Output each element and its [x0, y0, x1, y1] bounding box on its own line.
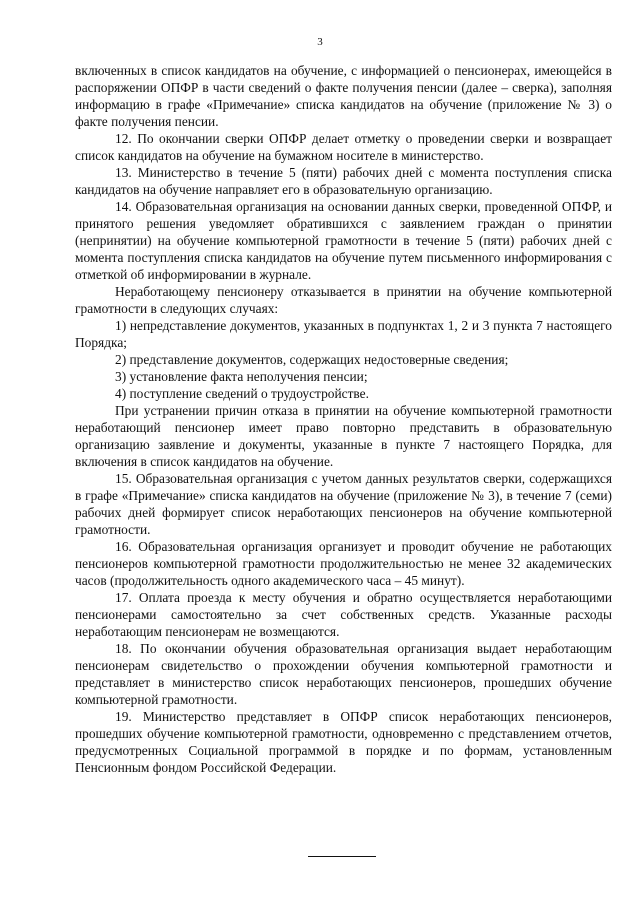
paragraph-item-13: 13. Министерство в течение 5 (пяти) рабочих дней с момента поступления списка кандидатов на обучение направляет его в образовательную организацию. [75, 165, 612, 197]
paragraph-item-15: 15. Образовательная организация с учетом данных результатов сверки, содержащихся в графе «Примечание» списка кандидатов на обучение (приложение № 3), в течение 7 (семи) рабочих дней формирует список неработающих пенсионеров на обучение компьютерной грамотности. [75, 471, 612, 537]
paragraph-item-19: 19. Министерство представляет в ОПФР список неработающих пенсионеров, прошедших обучение компьютерной грамотности, одновременно с представлением отчетов, предусмотренных Социальной программой в порядке и по формам, установленным Пенсионным фондом Российской Федерации. [75, 709, 612, 775]
paragraph-continuation: включенных в список кандидатов на обучение, с информацией о пенсионерах, имеющейся в распоряжении ОПФР в части сведений о факте получения пенсии (далее – сверка), заполняя информацию в графе «Примечание» списка кандидатов на обучение (приложение № 3) о факте получения пенсии. [75, 63, 612, 129]
paragraph-item-18: 18. По окончании обучения образовательная организация выдает неработающим пенсионерам свидетельство о прохождении обучения компьютерной грамотности и представляет в министерство список неработающих пенсионеров, прошедших обучение компьютерной грамотности. [75, 641, 612, 707]
document-body [75, 62, 612, 776]
end-divider [308, 856, 376, 857]
refusal-case-2: 2) представление документов, содержащих недостоверные сведения; [115, 352, 509, 367]
refusal-case-3: 3) установление факта неполучения пенсии; [115, 369, 368, 384]
refusal-case-4: 4) поступление сведений о трудоустройстве. [115, 386, 369, 401]
paragraph-reapply: При устранении причин отказа в принятии на обучение компьютерной грамотности неработающий пенсионер имеет право повторно представить в образовательную организацию заявление и документы, указанные в пункте 7 настоящего Порядка, для включения в список кандидатов на обучение. [75, 403, 612, 469]
page-number: 3 [317, 36, 323, 48]
paragraph-item-16: 16. Образовательная организация организует и проводит обучение не работающих пенсионеров компьютерной грамотности продолжительностью не менее 32 академических часов (продолжительность одного академического часа – 45 минут). [75, 539, 612, 588]
paragraph-item-14: 14. Образовательная организация на основании данных сверки, проведенной ОПФР, и принятого решения уведомляет обратившихся с заявлением граждан о принятии (непринятии) на обучение компьютерной грамотности в течение 5 (пяти) рабочих дней с момента поступления списка кандидатов на обучение путем письменного информирования с отметкой об информировании в журнале. [75, 199, 612, 282]
paragraph-item-17: 17. Оплата проезда к месту обучения и обратно осуществляется неработающими пенсионерами самостоятельно за счет собственных средств. Указанные расходы неработающим пенсионерам не возмещаются. [75, 590, 612, 639]
paragraph-item-12: 12. По окончании сверки ОПФР делает отметку о проведении сверки и возвращает список кандидатов на обучение на бумажном носителе в министерство. [75, 131, 612, 163]
refusal-case-1: 1) непредставление документов, указанных в подпунктах 1, 2 и 3 пункта 7 настоящего Порядка; [75, 318, 612, 350]
paragraph-refusal-intro: Неработающему пенсионеру отказывается в принятии на обучение компьютерной грамотности в следующих случаях: [75, 284, 612, 316]
